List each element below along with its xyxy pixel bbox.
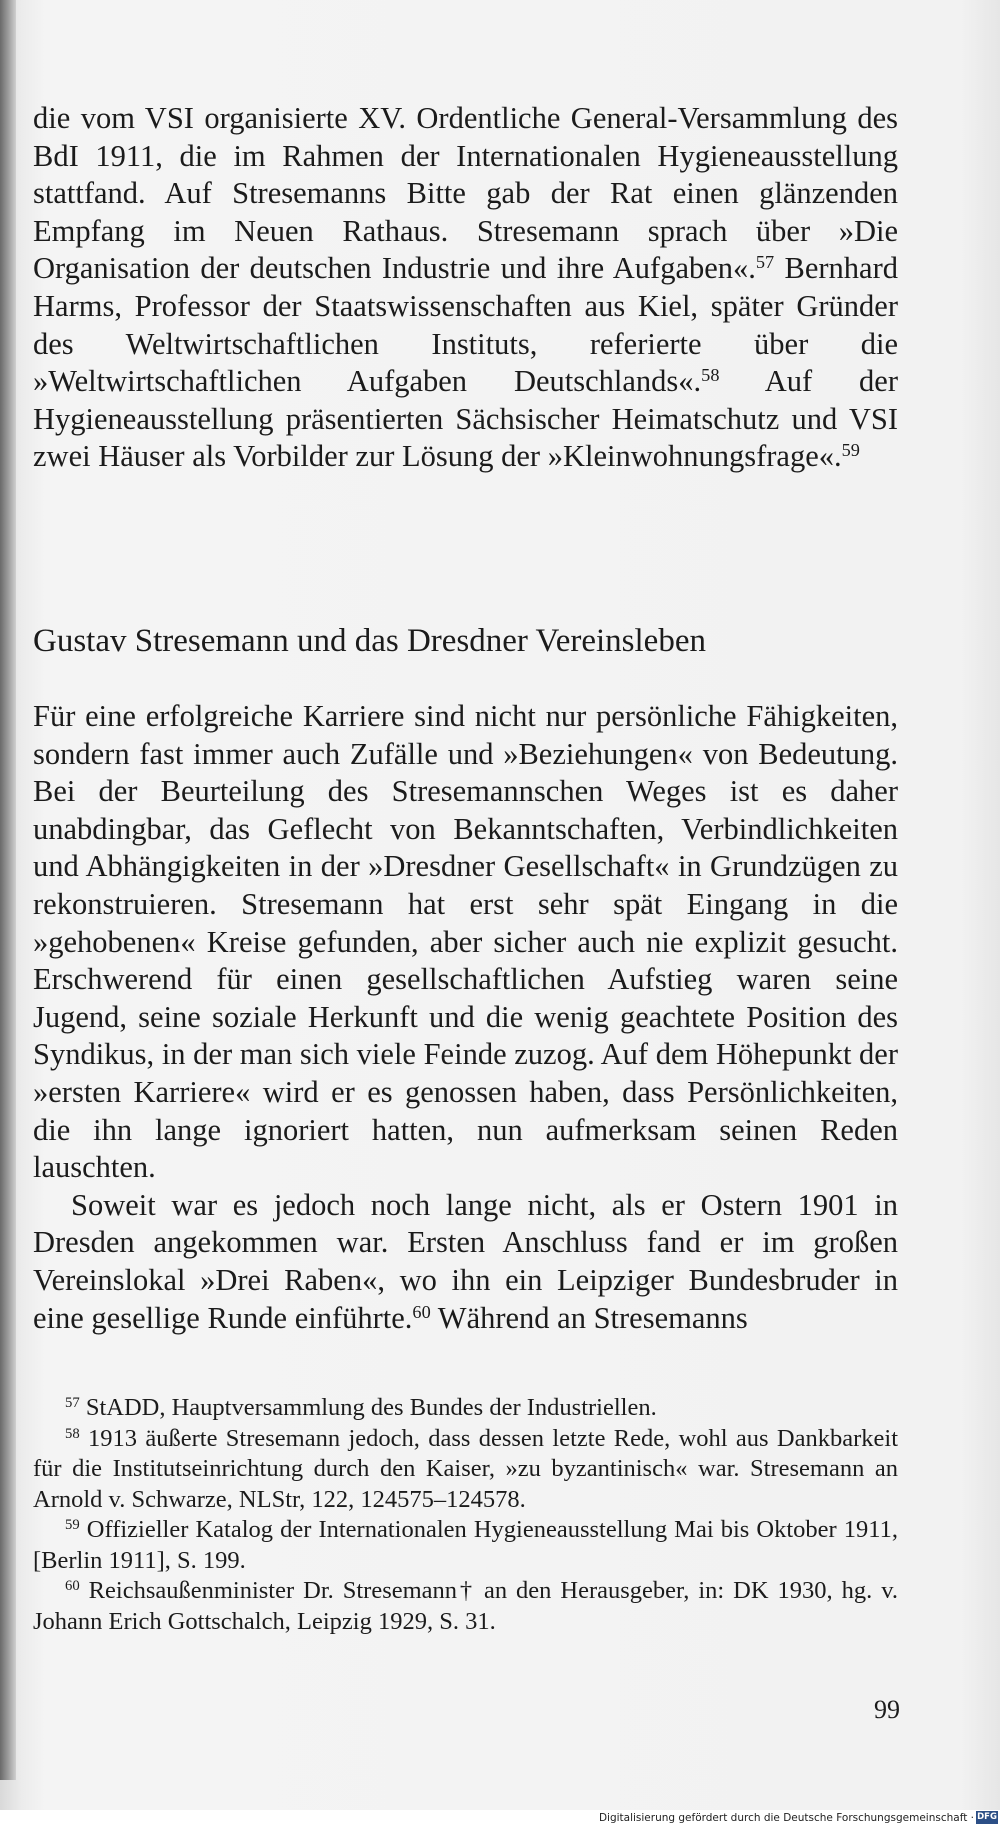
footnote-text: Offizieller Katalog der Internationalen Hygieneausstellung Mai bis Oktober 1911, [Berlin 1911], S. 199. xyxy=(33,1516,899,1574)
page-number: 99 xyxy=(874,1695,900,1724)
footnote-number: 59 xyxy=(65,1516,80,1533)
footnote-58 xyxy=(33,1424,898,1516)
footnote-ref-59[interactable]: 59 xyxy=(841,440,860,461)
footnote-ref-60[interactable]: 60 xyxy=(412,1301,431,1322)
paragraph-continuation xyxy=(33,100,898,476)
text-segment: Bernhard Harms, Professor der Staatswissenschaften aus Kiel, später Gründer des Weltwirtschaftlichen Instituts, referierte über die »Weltwirtschaftlichen Aufgaben Deutschlands«. xyxy=(33,251,898,399)
footnotes xyxy=(33,1393,898,1637)
text-segment: Soweit war es jedoch noch lange nicht, als er Ostern 1901 in Dresden angekommen war. Ersten Anschluss fand er im großen Vereinslokal »Drei Raben«, wo ihn ein Leipziger Bundesbruder in eine gesellige Runde einführte. xyxy=(33,1187,898,1335)
paragraph xyxy=(33,1187,898,1337)
footnote-ref-57[interactable]: 57 xyxy=(755,252,775,273)
footnote-ref-58[interactable]: 58 xyxy=(701,365,720,386)
footnote-60 xyxy=(33,1576,898,1637)
footer-credit: Digitalisierung gefördert durch die Deutsche Forschungsgemeinschaft · xyxy=(598,1812,974,1824)
text-segment: die vom VSI organisierte XV. Ordentliche General-Versammlung des BdI 1911, die im Rahmen der Internationalen Hygieneausstellung stattfand. Auf Stresemanns Bitte gab der Rat einen glänzenden Empfang im Neuen Rathaus. Stresemann sprach über »Die Organisation der deutschen Industrie und ihre Aufgaben«. xyxy=(33,101,898,286)
text-segment: Während an Stresemanns xyxy=(430,1300,748,1335)
footnote-text: Reichsaußenminister Dr. Stresemann† an den Herausgeber, in: DK 1930, hg. v. Johann Erich Gottschalch, Leipzig 1929, S. 31. xyxy=(33,1577,899,1635)
body-text-section xyxy=(33,698,898,1337)
footnote-number: 60 xyxy=(65,1577,80,1594)
footnote-number: 58 xyxy=(65,1425,80,1442)
footnote-57 xyxy=(33,1393,898,1424)
footnote-text: StADD, Hauptversammlung des Bundes der Industriellen. xyxy=(85,1394,657,1421)
footnote-59 xyxy=(33,1515,898,1576)
footnote-text: 1913 äußerte Stresemann jedoch, dass dessen letzte Rede, wohl aus Dankbarkeit für die Institutseinrichtung durch den Kaiser, »zu byzantinisch« war. Stresemann an Arnold v. Schwarze, NLStr, 122, 124575–124578. xyxy=(33,1424,899,1513)
dfg-logo-icon: DFG xyxy=(977,1812,997,1822)
footnote-number: 57 xyxy=(65,1394,80,1411)
paragraph: Für eine erfolgreiche Karriere sind nicht nur persönliche Fähigkeiten, sondern fast immer auch Zufälle und »Beziehungen« von Bedeutung. Bei der Beurteilung des Stresemannschen Weges ist es daher unabdingbar, das Geflecht von Bekanntschaften, Verbindlichkeiten und Abhängigkeiten in der »Dresdner Gesellschaft« in Grundzügen zu rekonstruieren. Stresemann hat erst sehr spät Eingang in die »gehobenen« Kreise gefunden, aber sicher auch nie explizit gesucht. Erschwerend für einen gesellschaftlichen Aufstieg waren seine Jugend, seine soziale Herkunft und die wenig geachtete Position des Syndikus, in der man sich viele Feinde zuzog. Auf dem Höhepunkt der »ersten Karriere« wird er es genossen haben, dass Persönlichkeiten, die ihn lange ignoriert hatten, nun aufmerksam seinen Reden lauschten. xyxy=(33,699,898,1185)
text-segment: Auf der Hygieneausstellung präsentierten Sächsischer Heimatschutz und VSI zwei Häuser als Vorbilder zur Lösung der »Kleinwohnungsfrage«. xyxy=(33,364,898,474)
section-heading: Gustav Stresemann und das Dresdner Vereinsleben xyxy=(33,623,706,659)
book-spine-shadow xyxy=(0,0,16,1780)
body-text-top xyxy=(33,100,898,476)
